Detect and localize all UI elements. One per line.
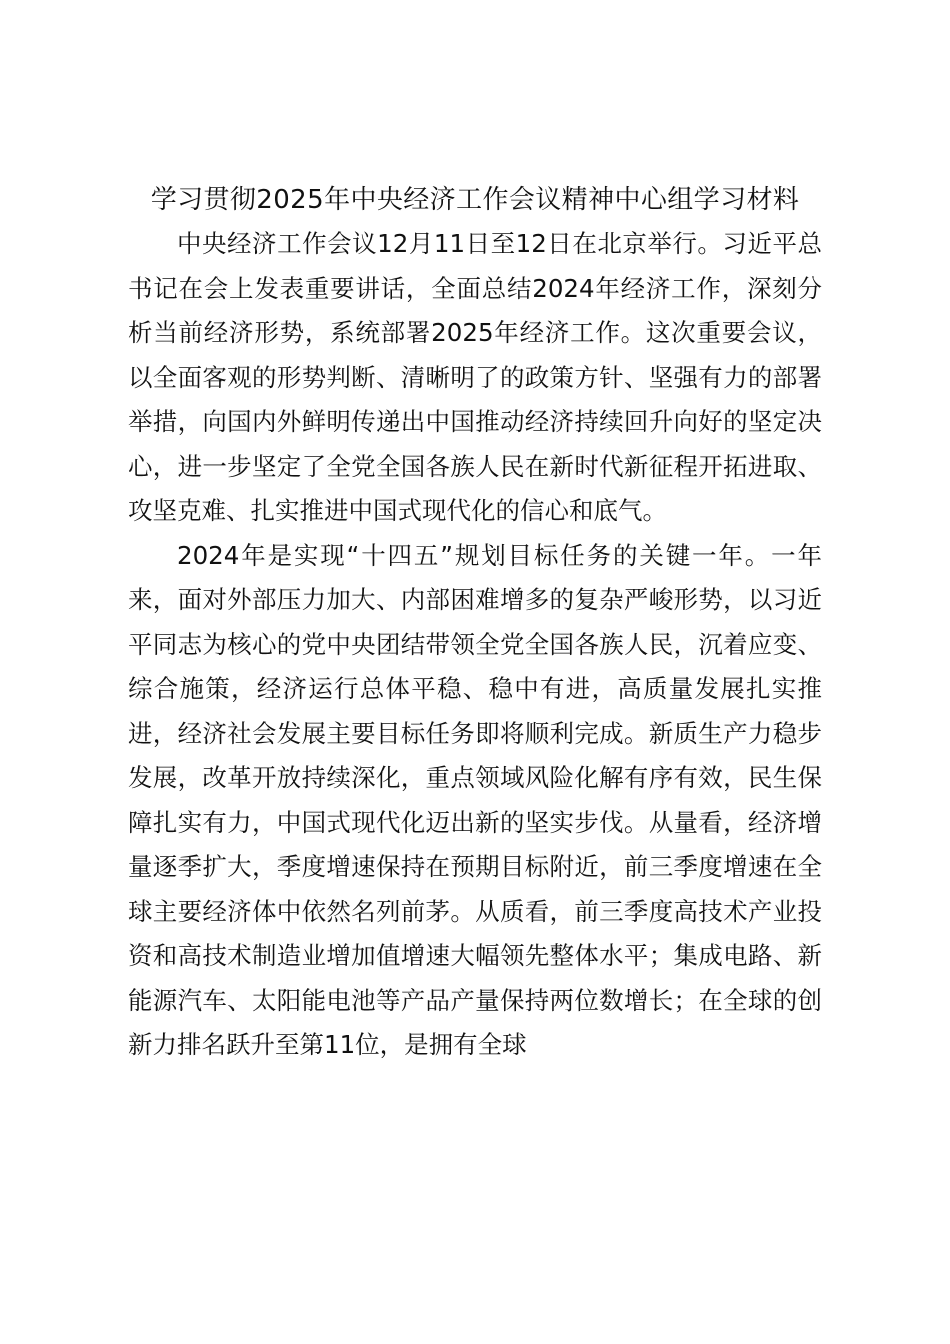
paragraph-1: 中央经济工作会议12月11日至12日在北京举行。习近平总书记在会上发表重要讲话，全面总结2024年经济工作，深刻分析当前经济形势，系统部署2025年经济工作。这次重要会议，以全面客观的形势判断、清晰明了的政策方针、坚强有力的部署举措，向国内外鲜明传递出中国推动经济持续回升向好的坚定决心，进一步坚定了全党全国各族人民在新时代新征程开拓进取、攻坚克难、扎实推进中国式现代化的信心和底气。 [128, 229, 822, 525]
paragraph-2: 2024年是实现“十四五”规划目标任务的关键一年。一年来，面对外部压力加大、内部困难增多的复杂严峻形势，以习近平同志为核心的党中央团结带领全党全国各族人民，沉着应变、综合施策，经济运行总体平稳、稳中有进，高质量发展扎实推进，经济社会发展主要目标任务即将顺利完成。新质生产力稳步发展，改革开放持续深化，重点领域风险化解有序有效，民生保障扎实有力，中国式现代化迈出新的坚实步伐。从量看，经济增量逐季扩大，季度增速保持在预期目标附近，前三季度增速在全球主要经济体中依然名列前茅。从质看，前三季度高技术产业投资和高技术制造业增加值增速大幅领先整体水平；集成电路、新能源汽车、太阳能电池等产品产量保持两位数增长；在全球的创新力排名跃升至第11位，是拥有全球 [128, 540, 822, 1059]
document-body [128, 178, 822, 1068]
document-title: 学习贯彻2025年中央经济工作会议精神中心组学习材料 [150, 185, 800, 215]
